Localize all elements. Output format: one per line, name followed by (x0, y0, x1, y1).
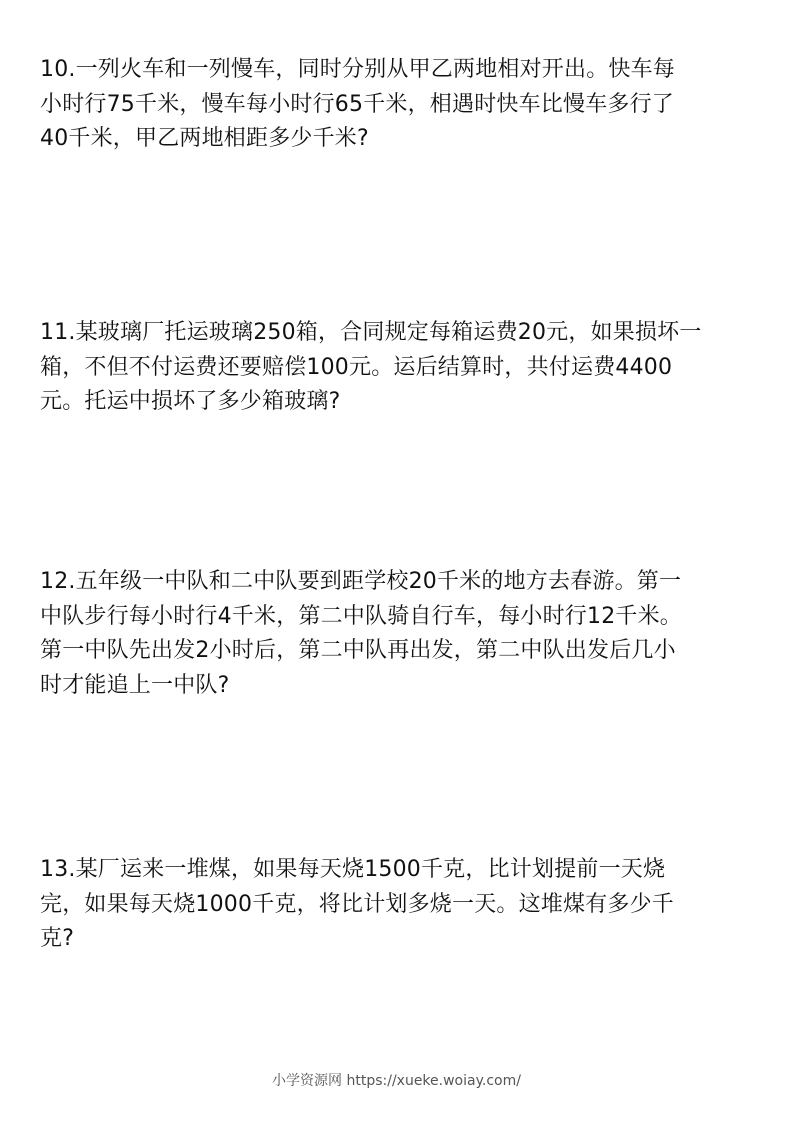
problem-line: 小时行75千米，慢车每小时行65千米，相遇时快车比慢车多行了 (40, 91, 674, 117)
problem-line: 时才能追上一中队? (40, 672, 230, 698)
problem-line: 40千米，甲乙两地相距多少千米? (40, 126, 369, 151)
problem-11 (40, 316, 752, 420)
problem-line: 完，如果每天烧1000千克，将比计划多烧一天。这堆煤有多少千 (40, 891, 674, 917)
problem-line: 元。托运中损坏了多少箱玻璃? (40, 389, 341, 414)
problem-line: 克? (40, 926, 75, 951)
problem-line: 箱，不但不付运费还要赔偿100元。运后结算时，共付运费4400 (40, 354, 673, 380)
problem-line: 中队步行每小时行4千米，第二中队骑自行车，每小时行12千米。 (40, 603, 682, 629)
footer-watermark: 小学资源网 https://xueke.woiay.com/ (272, 1073, 521, 1089)
problem-13 (40, 853, 752, 957)
problem-line: 12.五年级一中队和二中队要到距学校20千米的地方去春游。第一 (40, 569, 682, 594)
problem-10 (40, 53, 752, 157)
problem-line: 10.一列火车和一列慢车，同时分别从甲乙两地相对开出。快车每 (40, 57, 675, 82)
problem-line: 第一中队先出发2小时后，第二中队再出发，第二中队出发后几小 (40, 638, 676, 663)
problem-line: 11.某玻璃厂托运玻璃250箱，合同规定每箱运费20元，如果损坏一 (40, 320, 702, 345)
problem-12 (40, 565, 752, 703)
problem-line: 13.某厂运来一堆煤，如果每天烧1500千克，比计划提前一天烧 (40, 857, 666, 882)
